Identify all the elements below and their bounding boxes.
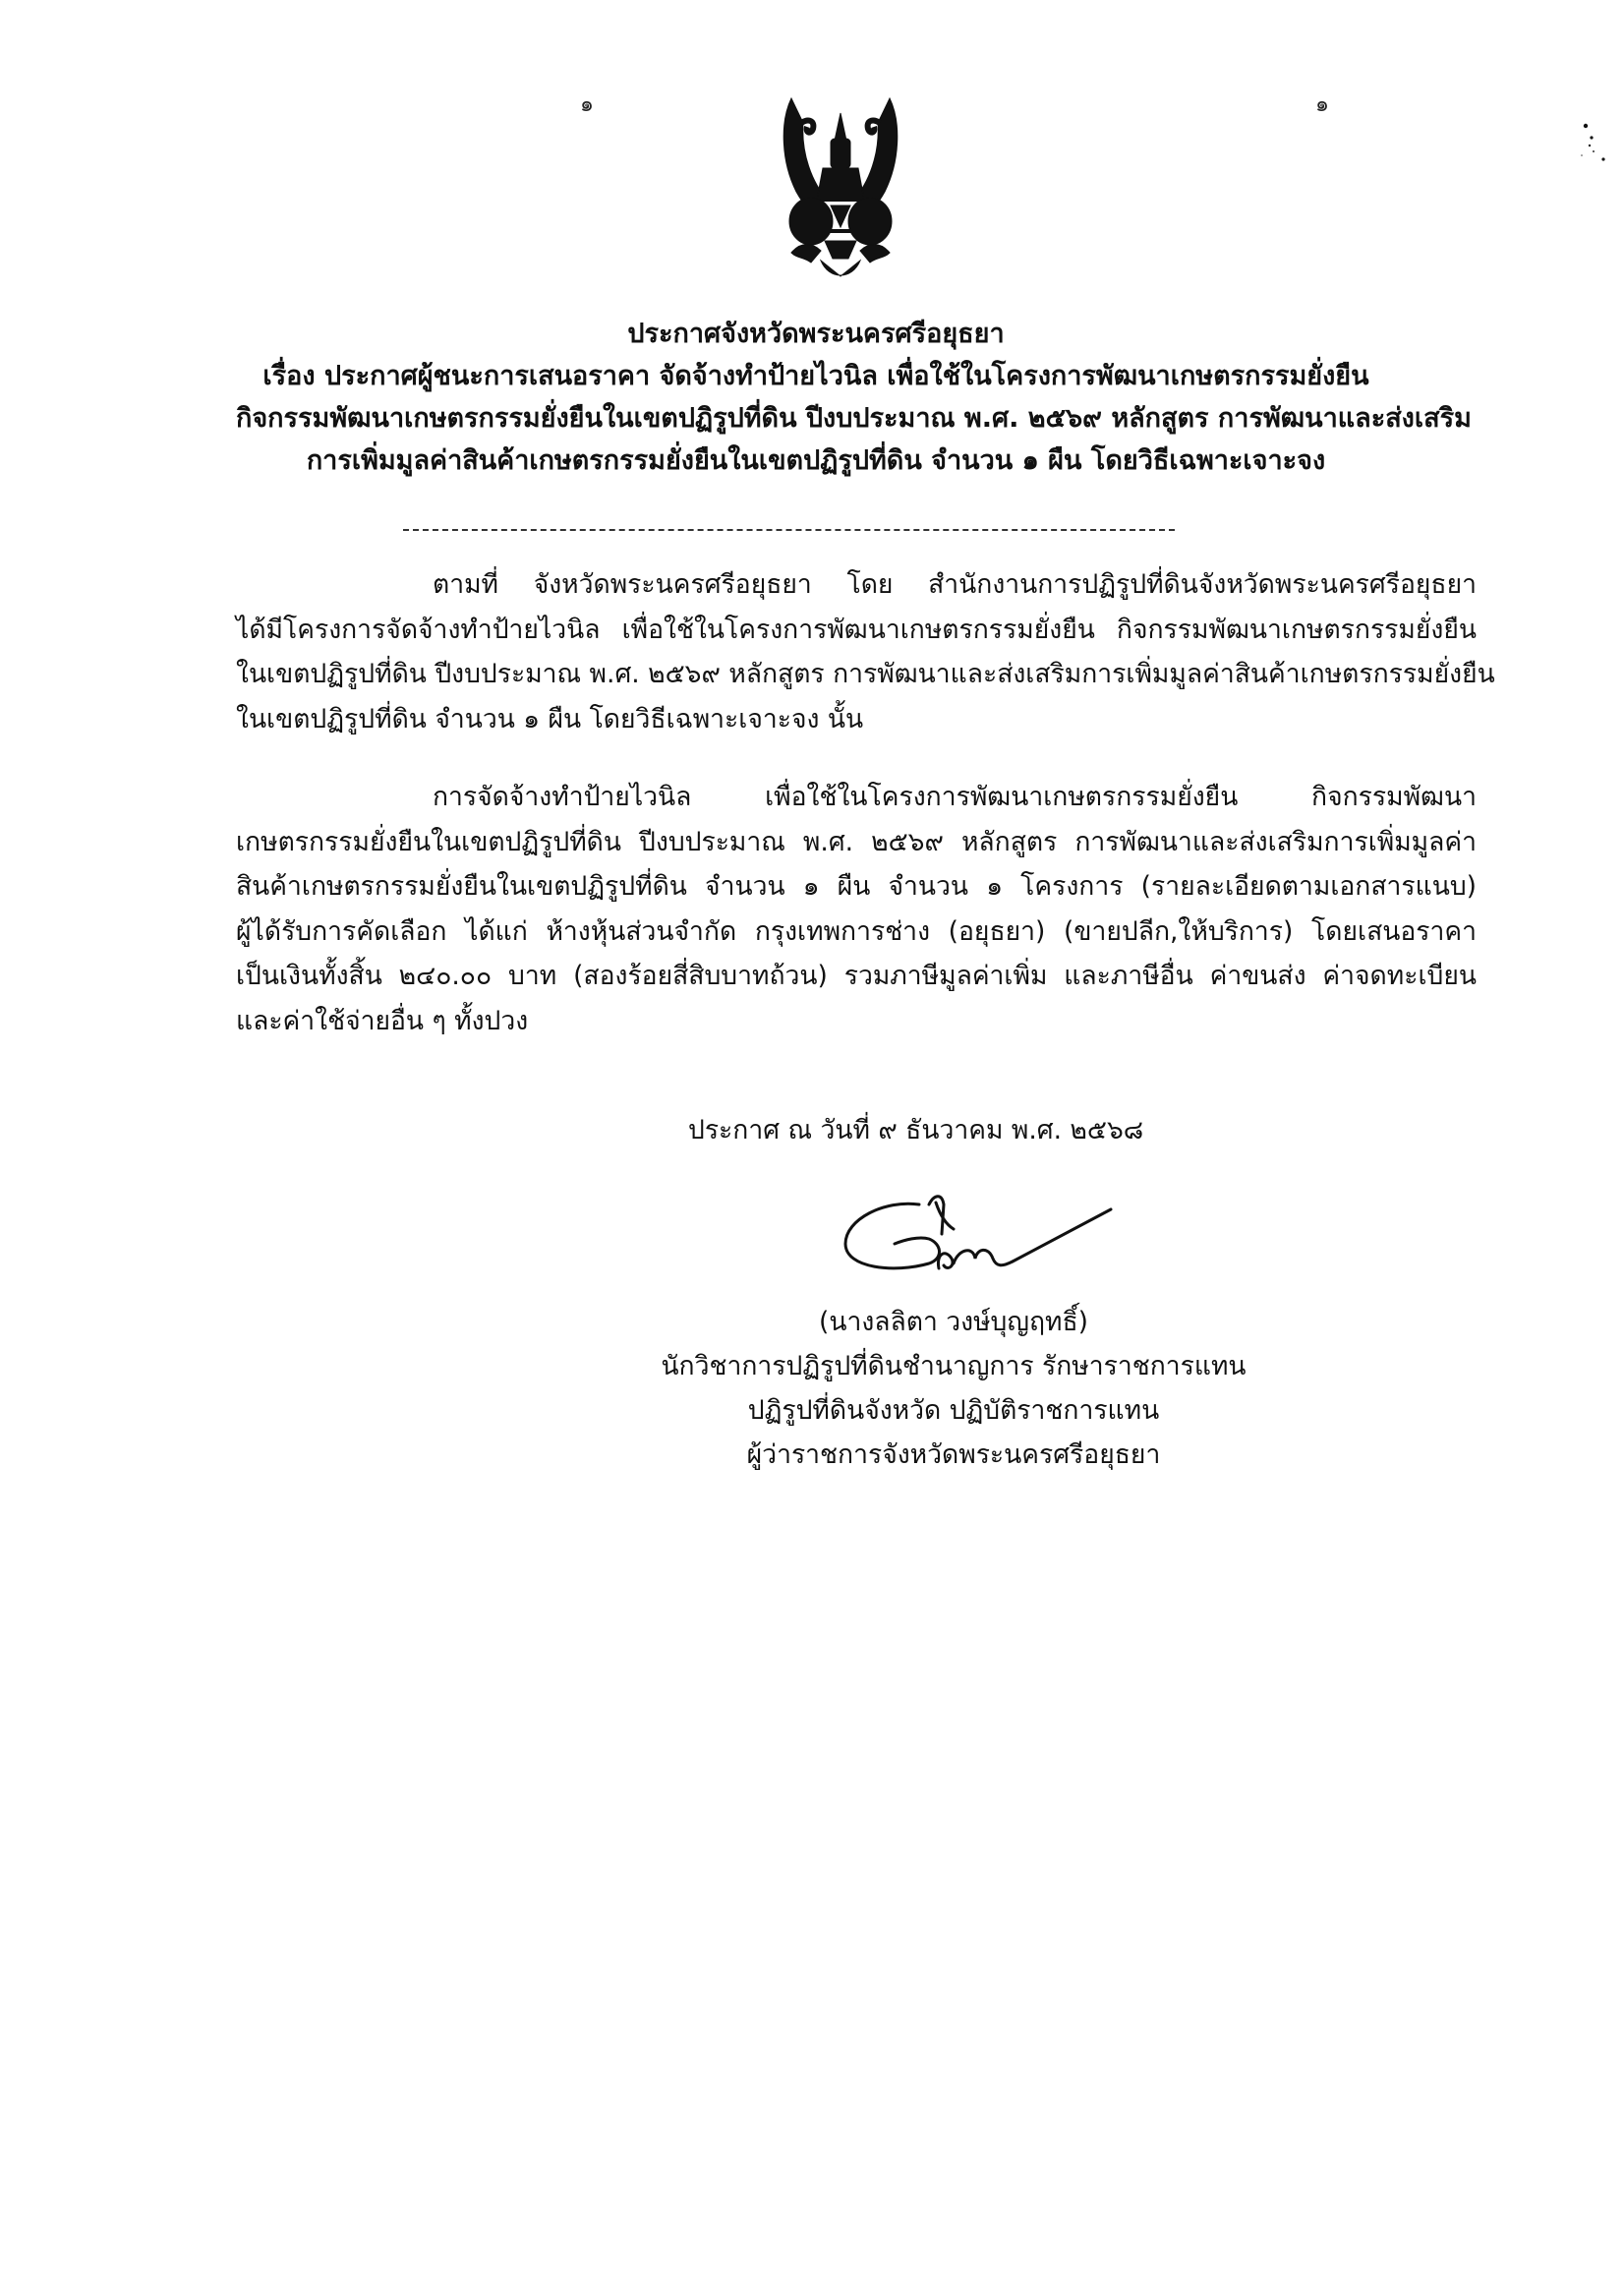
paragraph-2-line-3: สินค้าเกษตรกรรมยั่งยืนในเขตปฏิรูปที่ดิน จำนวน ๑ ผืน จำนวน ๑ โครงการ (รายละเอียดตามเอกสารแนบ): [236, 871, 1477, 902]
handwritten-signature-icon: [826, 1175, 1140, 1283]
paragraph-1-line-4: ในเขตปฏิรูปที่ดิน จำนวน ๑ ผืน โดยวิธีเฉพาะเจาะจง นั้น: [236, 703, 864, 734]
signer-position-3: ผู้ว่าราชการจังหวัดพระนครศรีอยุธยา: [746, 1439, 1161, 1470]
subject-line-2: กิจกรรมพัฒนาเกษตรกรรมยั่งยืนในเขตปฏิรูปที่ดิน ปีงบประมาณ พ.ศ. ๒๕๖๙ หลักสูตร การพัฒนาและส่งเสริม: [236, 403, 1472, 434]
paragraph-1-line-3: ในเขตปฏิรูปที่ดิน ปีงบประมาณ พ.ศ. ๒๕๖๙ หลักสูตร การพัฒนาและส่งเสริมการเพิ่มมูลค่าสินค้าเกษตรกรรมยั่งยืน: [236, 659, 1495, 689]
scan-speckle: [1578, 118, 1607, 177]
corner-mark-left: ๑: [580, 92, 594, 117]
paragraph-2-line-4: ผู้ได้รับการคัดเลือก ได้แก่ ห้างหุ้นส่วนจำกัด กรุงเทพการช่าง (อยุธยา) (ขายปลีก,ให้บริการ) โดยเสนอราคา: [236, 915, 1477, 947]
paragraph-2: [236, 775, 1477, 1043]
paragraph-1-line-1: ตามที่ จังหวัดพระนครศรีอยุธยา โดย สำนักงานการปฏิรูปที่ดินจังหวัดพระนครศรีอยุธยา: [433, 569, 1477, 600]
signer-block: [629, 1300, 1278, 1477]
paragraph-2-line-6: และค่าใช้จ่ายอื่น ๆ ทั้งปวง: [236, 1005, 529, 1036]
paragraph-1-line-2: ได้มีโครงการจัดจ้างทำป้ายไวนิล เพื่อใช้ในโครงการพัฒนาเกษตรกรรมยั่งยืน กิจกรรมพัฒนาเกษตรกรรมยั่งยืน: [236, 614, 1477, 645]
garuda-emblem-icon: [752, 84, 929, 290]
signer-position-1: นักวิชาการปฏิรูปที่ดินชำนาญการ รักษาราชการแทน: [661, 1351, 1247, 1381]
corner-mark-right: ๑: [1315, 92, 1329, 117]
paragraph-1: [236, 562, 1495, 741]
announcement-date: ประกาศ ณ วันที่ ๙ ธันวาคม พ.ศ. ๒๕๖๘: [688, 1115, 1144, 1145]
signer-position-2: ปฏิรูปที่ดินจังหวัด ปฏิบัติราชการแทน: [747, 1395, 1160, 1426]
paragraph-2-line-1: การจัดจ้างทำป้ายไวนิล เพื่อใช้ในโครงการพัฒนาเกษตรกรรมยั่งยืน กิจกรรมพัฒนา: [433, 782, 1477, 812]
document-title: ประกาศจังหวัดพระนครศรีอยุธยา: [627, 319, 1005, 349]
document-header: [236, 313, 1472, 482]
paragraph-2-line-5: เป็นเงินทั้งสิ้น ๒๔๐.๐๐ บาท (สองร้อยสี่สิบบาทถ้วน) รวมภาษีมูลค่าเพิ่ม และภาษีอื่น ค่าขนส่ง ค่าจดทะเบียน: [236, 961, 1477, 991]
header-separator: [403, 529, 1175, 531]
subject-line-1: เรื่อง ประกาศผู้ชนะการเสนอราคา จัดจ้างทำป้ายไวนิล เพื่อใช้ในโครงการพัฒนาเกษตรกรรมยั่งยืน: [262, 361, 1369, 391]
subject-line-3: การเพิ่มมูลค่าสินค้าเกษตรกรรมยั่งยืนในเขตปฏิรูปที่ดิน จำนวน ๑ ผืน โดยวิธีเฉพาะเจาะจง: [306, 445, 1326, 476]
signer-name: (นางลลิตา วงษ์บุญฤทธิ์): [819, 1307, 1088, 1337]
paragraph-2-line-2: เกษตรกรรมยั่งยืนในเขตปฏิรูปที่ดิน ปีงบประมาณ พ.ศ. ๒๕๖๙ หลักสูตร การพัฒนาและส่งเสริมการเพิ่มมูลค่า: [236, 826, 1477, 857]
